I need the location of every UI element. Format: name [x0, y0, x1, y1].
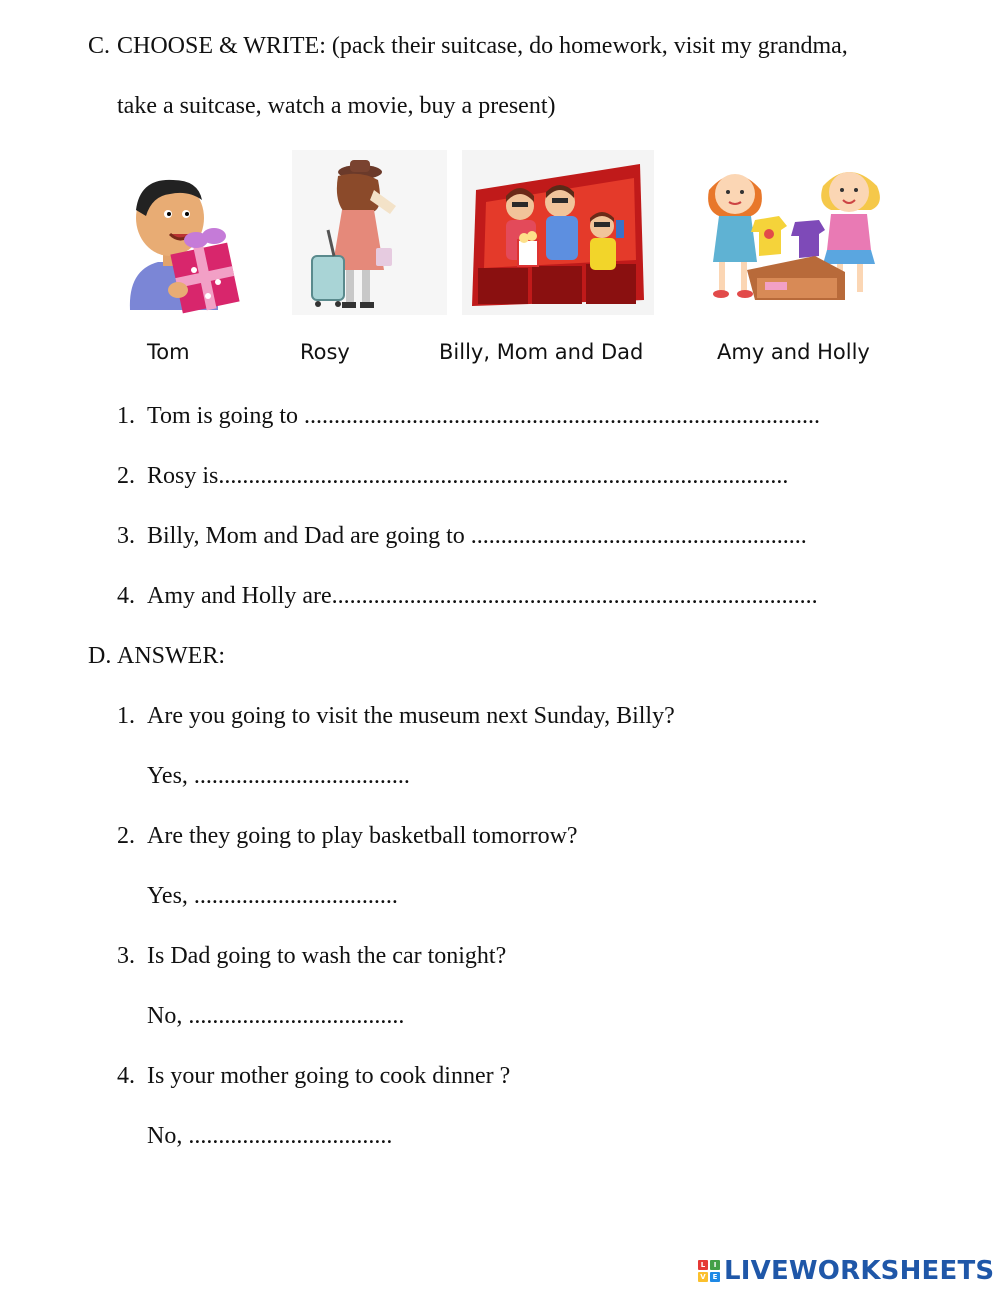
answer-blank[interactable]: ........................................................	[470, 523, 807, 549]
section-d-letter: D.	[88, 643, 112, 669]
question-text: Is your mother going to cook dinner ?	[147, 1063, 511, 1089]
brand-name: LIVEWORKSHEETS	[724, 1256, 995, 1286]
question-number: 2.	[117, 823, 135, 849]
girl-with-suitcase-icon	[292, 150, 447, 315]
caption-billy-mom-dad: Billy, Mom and Dad	[439, 340, 644, 364]
girls-packing-suitcase-icon	[695, 160, 905, 310]
write-item-prompt: Tom is going to ......................................................................................	[147, 403, 820, 429]
write-item-prompt: Rosy is...............................................................................................	[147, 463, 789, 489]
question-number: 3.	[117, 943, 135, 969]
logo-blocks-icon: L I V E	[698, 1260, 720, 1282]
answer-blank[interactable]: Yes, ....................................	[147, 763, 410, 789]
caption-amy-holly: Amy and Holly	[717, 340, 870, 364]
write-item-number: 3.	[117, 523, 135, 549]
caption-tom: Tom	[147, 340, 190, 364]
liveworksheets-logo	[698, 1254, 994, 1288]
write-item-number: 4.	[117, 583, 135, 609]
write-item-number: 2.	[117, 463, 135, 489]
answer-blank[interactable]: ...............................................................................................	[218, 463, 789, 489]
section-c-instruction-line1: CHOOSE & WRITE: (pack their suitcase, do homework, visit my grandma,	[117, 33, 848, 59]
answer-blank[interactable]: No, ....................................	[147, 1003, 405, 1029]
write-item-prompt: Billy, Mom and Dad are going to ........................................................	[147, 523, 807, 549]
question-text: Are they going to play basketball tomorrow?	[147, 823, 578, 849]
question-number: 4.	[117, 1063, 135, 1089]
answer-blank[interactable]: ......................................................................................	[304, 403, 820, 429]
write-item-prompt: Amy and Holly are.................................................................................	[147, 583, 818, 609]
boy-with-present-icon	[118, 170, 248, 315]
write-item-number: 1.	[117, 403, 135, 429]
answer-blank[interactable]: Yes, ..................................	[147, 883, 398, 909]
answer-blank[interactable]: No, ..................................	[147, 1123, 393, 1149]
family-at-cinema-icon	[462, 150, 654, 315]
section-c-letter: C.	[88, 33, 111, 59]
question-text: Is Dad going to wash the car tonight?	[147, 943, 507, 969]
section-d-title: ANSWER:	[117, 643, 225, 669]
question-number: 1.	[117, 703, 135, 729]
caption-rosy: Rosy	[300, 340, 350, 364]
question-text: Are you going to visit the museum next Sunday, Billy?	[147, 703, 675, 729]
answer-blank[interactable]: .................................................................................	[331, 583, 818, 609]
section-c-instruction-line2: take a suitcase, watch a movie, buy a present)	[117, 93, 556, 119]
